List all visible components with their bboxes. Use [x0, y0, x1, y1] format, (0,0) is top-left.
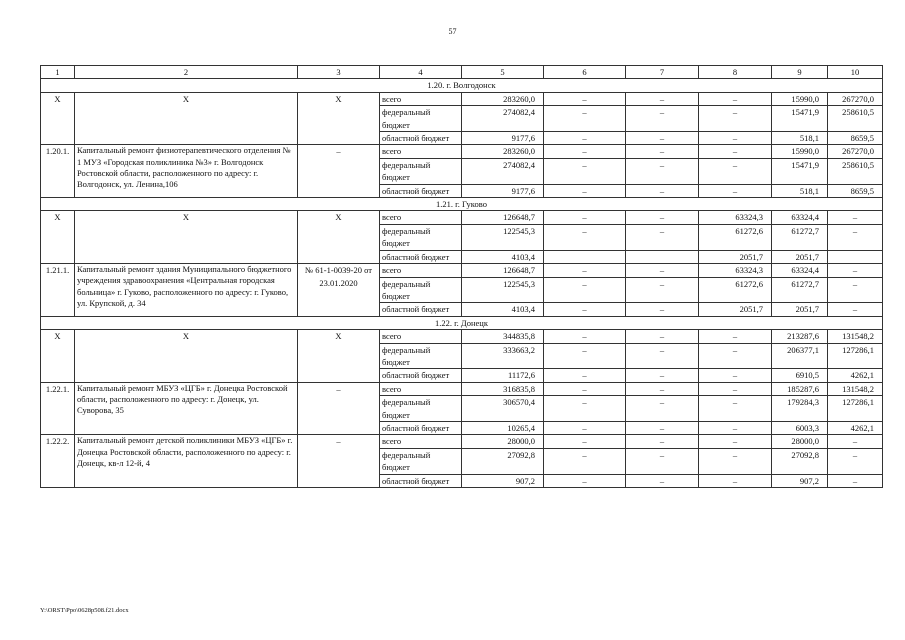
value-cell: 4103,4 [462, 303, 544, 316]
value-cell: – [699, 448, 772, 474]
item-document-cell: – [298, 145, 380, 198]
value-cell: – [699, 106, 772, 132]
value-cell: 27092,8 [772, 448, 828, 474]
page-number: 57 [448, 27, 457, 36]
total-marker-cell: X [298, 330, 380, 383]
value-cell: 8659,5 [828, 132, 883, 145]
budget-label-cell: областной бюджет [380, 421, 462, 434]
value-cell: – [544, 132, 626, 145]
value-cell: – [544, 184, 626, 197]
value-cell: 127286,1 [828, 396, 883, 422]
value-cell: 126648,7 [462, 211, 544, 224]
total-marker-cell: X [41, 330, 75, 383]
value-cell: 63324,3 [699, 264, 772, 277]
value-cell: – [828, 224, 883, 250]
section-title-row [41, 316, 883, 329]
budget-label-cell: всего [380, 264, 462, 277]
value-cell: 258610,5 [828, 158, 883, 184]
value-cell: 907,2 [772, 474, 828, 487]
value-cell: 10265,4 [462, 421, 544, 434]
value-cell: – [699, 158, 772, 184]
value-cell: 15471,9 [772, 106, 828, 132]
column-header: 4 [380, 66, 462, 79]
value-cell: 274082,4 [462, 106, 544, 132]
item-row [41, 435, 883, 448]
section-title-row [41, 198, 883, 211]
budget-label-cell: всего [380, 211, 462, 224]
budget-label-cell: всего [380, 330, 462, 343]
value-cell: – [544, 224, 626, 250]
value-cell: 4103,4 [462, 250, 544, 263]
value-cell: – [544, 396, 626, 422]
value-cell: – [626, 448, 699, 474]
item-document-cell: – [298, 382, 380, 435]
value-cell: – [828, 264, 883, 277]
item-document-cell: – [298, 435, 380, 488]
value-cell: – [626, 145, 699, 158]
value-cell: 283260,0 [462, 92, 544, 105]
value-cell: – [626, 92, 699, 105]
value-cell: – [626, 303, 699, 316]
item-name-cell: Капитальный ремонт МБУЗ «ЦГБ» г. Донецка Ростовской области, расположенного по адресу: г. Донецк, ул. Суворова, 35 [75, 382, 298, 435]
section-title-row [41, 79, 883, 92]
value-cell: 27092,8 [462, 448, 544, 474]
budget-label-cell: федеральный бюджет [380, 448, 462, 474]
value-cell: 122545,3 [462, 224, 544, 250]
column-header: 2 [75, 66, 298, 79]
value-cell: – [699, 343, 772, 369]
column-header: 10 [828, 66, 883, 79]
value-cell: 306570,4 [462, 396, 544, 422]
value-cell: 213287,6 [772, 330, 828, 343]
value-cell: 9177,6 [462, 184, 544, 197]
value-cell: 63324,4 [772, 264, 828, 277]
value-cell: 122545,3 [462, 277, 544, 303]
value-cell: 274082,4 [462, 158, 544, 184]
value-cell: – [699, 474, 772, 487]
budget-label-cell: федеральный бюджет [380, 106, 462, 132]
item-number-cell: 1.22.1. [41, 382, 75, 435]
value-cell: – [699, 382, 772, 395]
value-cell: 206377,1 [772, 343, 828, 369]
item-number-cell: 1.20.1. [41, 145, 75, 198]
value-cell: – [626, 396, 699, 422]
item-number-cell: 1.22.2. [41, 435, 75, 488]
value-cell: 28000,0 [772, 435, 828, 448]
value-cell: – [544, 211, 626, 224]
value-cell: 8659,5 [828, 184, 883, 197]
value-cell: – [699, 92, 772, 105]
value-cell: 267270,0 [828, 145, 883, 158]
total-marker-cell: X [41, 92, 75, 145]
value-cell: 179284,3 [772, 396, 828, 422]
value-cell: – [544, 435, 626, 448]
value-cell: – [626, 369, 699, 382]
value-cell: – [828, 277, 883, 303]
value-cell: 4262,1 [828, 369, 883, 382]
value-cell: – [699, 132, 772, 145]
value-cell: 9177,6 [462, 132, 544, 145]
value-cell: – [626, 158, 699, 184]
value-cell: – [626, 264, 699, 277]
section-title: 1.21. г. Гуково [41, 198, 883, 211]
value-cell: 15990,0 [772, 92, 828, 105]
budget-label-cell: всего [380, 435, 462, 448]
item-row [41, 145, 883, 158]
value-cell: – [544, 145, 626, 158]
table-body [41, 66, 883, 488]
value-cell: 28000,0 [462, 435, 544, 448]
value-cell: – [828, 435, 883, 448]
value-cell: 283260,0 [462, 145, 544, 158]
value-cell: – [544, 106, 626, 132]
value-cell: – [828, 448, 883, 474]
value-cell: – [544, 421, 626, 434]
value-cell: – [626, 421, 699, 434]
value-cell: – [544, 277, 626, 303]
total-marker-cell: X [75, 211, 298, 264]
total-marker-cell: X [75, 330, 298, 383]
item-name-cell: Капитальный ремонт детской поликлиники МБУЗ «ЦГБ» г. Донецка Ростовской области, расположенного по адресу: г. Донецк, кв-л 12-й, 4 [75, 435, 298, 488]
value-cell: 185287,6 [772, 382, 828, 395]
value-cell: – [544, 92, 626, 105]
budget-label-cell: федеральный бюджет [380, 224, 462, 250]
value-cell: 267270,0 [828, 92, 883, 105]
value-cell: – [544, 448, 626, 474]
value-cell: – [626, 474, 699, 487]
budget-label-cell: всего [380, 92, 462, 105]
budget-label-cell: областной бюджет [380, 250, 462, 263]
section-title: 1.20. г. Волгодонск [41, 79, 883, 92]
value-cell: 2051,7 [699, 250, 772, 263]
value-cell: – [699, 435, 772, 448]
value-cell: 333663,2 [462, 343, 544, 369]
value-cell: – [544, 382, 626, 395]
value-cell: – [699, 369, 772, 382]
footer-file-path: Y:\ORST\Ppo\0628p508.f21.docx [40, 607, 129, 614]
value-cell: 126648,7 [462, 264, 544, 277]
value-cell: – [544, 158, 626, 184]
column-header: 5 [462, 66, 544, 79]
value-cell: 61272,6 [699, 277, 772, 303]
value-cell: 316835,8 [462, 382, 544, 395]
value-cell: 518,1 [772, 132, 828, 145]
value-cell [626, 250, 699, 263]
column-header: 8 [699, 66, 772, 79]
budget-label-cell: федеральный бюджет [380, 277, 462, 303]
value-cell: – [699, 421, 772, 434]
value-cell: – [626, 435, 699, 448]
column-header: 3 [298, 66, 380, 79]
section-total-row [41, 92, 883, 105]
value-cell: – [544, 474, 626, 487]
value-cell: 907,2 [462, 474, 544, 487]
value-cell: – [626, 382, 699, 395]
value-cell: 131548,2 [828, 382, 883, 395]
total-marker-cell: X [41, 211, 75, 264]
item-row [41, 264, 883, 277]
budget-label-cell: областной бюджет [380, 474, 462, 487]
budget-label-cell: федеральный бюджет [380, 158, 462, 184]
value-cell: 2051,7 [772, 250, 828, 263]
value-cell: 344835,8 [462, 330, 544, 343]
item-document-cell: № 61-1-0039-20 от 23.01.2020 [298, 264, 380, 317]
value-cell: – [626, 132, 699, 145]
budget-label-cell: областной бюджет [380, 369, 462, 382]
value-cell: 258610,5 [828, 106, 883, 132]
value-cell: – [626, 211, 699, 224]
budget-label-cell: всего [380, 382, 462, 395]
column-header: 9 [772, 66, 828, 79]
total-marker-cell: X [298, 211, 380, 264]
value-cell: 11172,6 [462, 369, 544, 382]
value-cell: – [699, 145, 772, 158]
value-cell [544, 250, 626, 263]
value-cell: – [544, 330, 626, 343]
value-cell: – [626, 277, 699, 303]
value-cell: – [626, 330, 699, 343]
value-cell: – [544, 369, 626, 382]
item-name-cell: Капитальный ремонт физиотерапевтического отделения № 1 МУЗ «Городская поликлиника №3» г. Волгодонск Ростовской области, расположенного по адресу: г. Волгодонск, ул. Ленина,106 [75, 145, 298, 198]
item-name-cell: Капитальный ремонт здания Муниципального бюджетного учреждения здравоохранения «Центральная городская больница» г. Гуково, расположенного по адресу: г. Гуково, ул. Крупской, д. 34 [75, 264, 298, 317]
budget-label-cell: федеральный бюджет [380, 396, 462, 422]
column-header: 7 [626, 66, 699, 79]
section-total-row [41, 330, 883, 343]
value-cell: 61272,7 [772, 277, 828, 303]
value-cell: – [626, 343, 699, 369]
value-cell: 6910,5 [772, 369, 828, 382]
item-row [41, 382, 883, 395]
section-title: 1.22. г. Донецк [41, 316, 883, 329]
value-cell: 2051,7 [699, 303, 772, 316]
value-cell: – [699, 396, 772, 422]
value-cell: 518,1 [772, 184, 828, 197]
value-cell: – [626, 184, 699, 197]
column-header: 1 [41, 66, 75, 79]
value-cell: – [699, 184, 772, 197]
header-row [41, 66, 883, 79]
total-marker-cell: X [298, 92, 380, 145]
value-cell: 63324,3 [699, 211, 772, 224]
value-cell: 61272,6 [699, 224, 772, 250]
section-total-row [41, 211, 883, 224]
budget-label-cell: областной бюджет [380, 303, 462, 316]
value-cell: 15471,9 [772, 158, 828, 184]
value-cell: 2051,7 [772, 303, 828, 316]
budget-label-cell: областной бюджет [380, 184, 462, 197]
budget-table [40, 65, 883, 488]
value-cell: – [626, 224, 699, 250]
budget-label-cell: всего [380, 145, 462, 158]
budget-label-cell: федеральный бюджет [380, 343, 462, 369]
value-cell: – [828, 303, 883, 316]
value-cell: – [544, 303, 626, 316]
total-marker-cell: X [75, 92, 298, 145]
column-header: 6 [544, 66, 626, 79]
value-cell [828, 250, 883, 263]
value-cell: – [626, 106, 699, 132]
item-number-cell: 1.21.1. [41, 264, 75, 317]
value-cell: 6003,3 [772, 421, 828, 434]
value-cell: 15990,0 [772, 145, 828, 158]
budget-label-cell: областной бюджет [380, 132, 462, 145]
value-cell: – [828, 211, 883, 224]
value-cell: – [544, 343, 626, 369]
value-cell: – [544, 264, 626, 277]
value-cell: – [828, 474, 883, 487]
value-cell: 63324,4 [772, 211, 828, 224]
value-cell: 61272,7 [772, 224, 828, 250]
value-cell: 127286,1 [828, 343, 883, 369]
value-cell: 131548,2 [828, 330, 883, 343]
value-cell: – [699, 330, 772, 343]
value-cell: 4262,1 [828, 421, 883, 434]
